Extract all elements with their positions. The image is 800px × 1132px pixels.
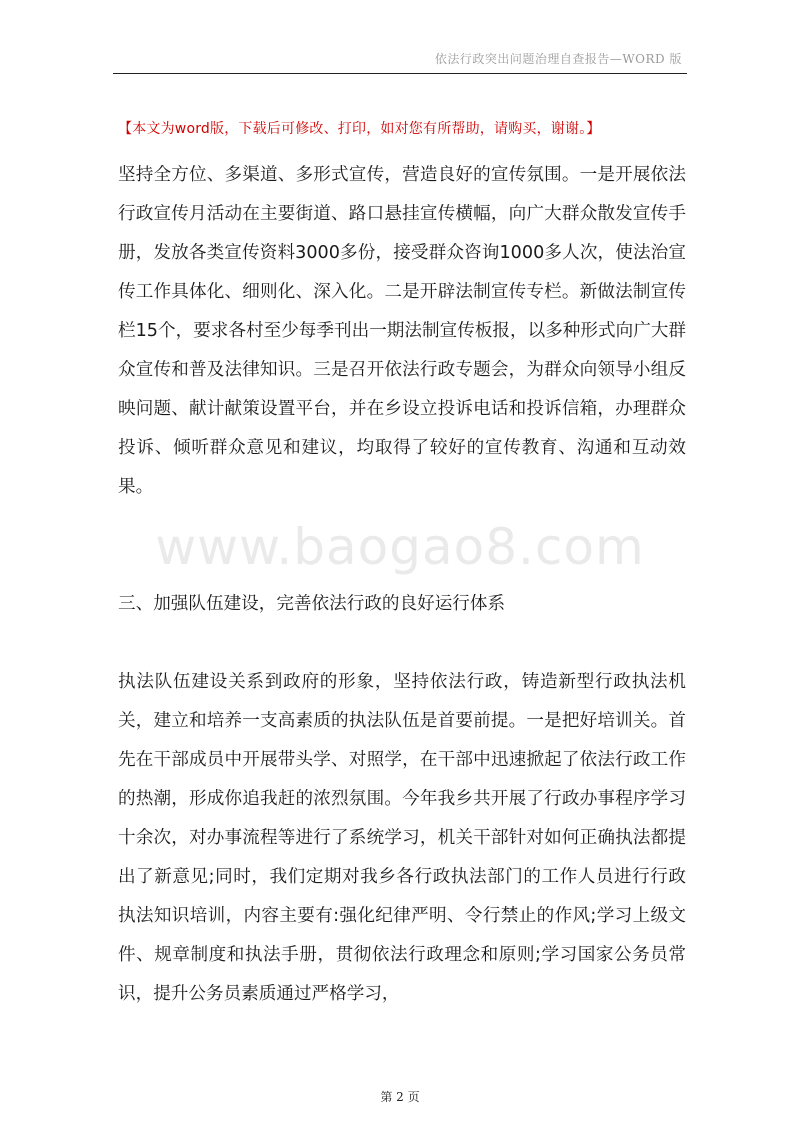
download-notice: 【本文为word版，下载后可修改、打印，如对您有所帮助，请购买，谢谢。】 [118,121,601,137]
section-heading-3: 三、加强队伍建设，完善依法行政的良好运行体系 [118,594,506,614]
watermark: www.baogao8.com [155,518,645,576]
paragraph-team-building: 执法队伍建设关系到政府的形象，坚持依法行政，铸造新型行政执法机关，建立和培养一支高素质的执法队伍是首要前提。一是把好培训关。首先在干部成员中开展带头学、对照学，在干部中迅速掀起了依法行政工作的热潮，形成你追我赶的浓烈氛围。今年我乡共开展了行政办事程序学习十余次，对办事流程等进行了系统学习，机关干部针对如何正确执法都提出了新意见;同时，我们定期对我乡各行政执法部门的工作人员进行行政执法知识培训，内容主要有:强化纪律严明、令行禁止的作风;学习上级文件、规章制度和执法手册，贯彻依法行政理念和原则;学习国家公务员常识，提升公务员素质通过严格学习， [118,672,686,1004]
document-header-title: 依法行政突出问题治理自查报告—WORD 版 [434,52,682,66]
header-divider [113,73,687,74]
paragraph-publicity: 坚持全方位、多渠道、多形式宣传，营造良好的宣传氛围。一是开展依法行政宣传月活动在主要街道、路口悬挂宣传横幅，向广大群众散发宣传手册，发放各类宣传资料3000多份，接受群众咨询1000多人次，使法治宣传工作具体化、细则化、深入化。二是开辟法制宣传专栏。新做法制宣传栏15个，要求各村至少每季刊出一期法制宣传板报，以多种形式向广大群众宣传和普及法律知识。三是召开依法行政专题会，为群众向领导小组反映问题、献计献策设置平台，并在乡设立投诉电话和投诉信箱，办理群众投诉、倾听群众意见和建议，均取得了较好的宣传教育、沟通和互动效果。 [118,165,686,497]
page-number: 第 2 页 [380,1090,420,1104]
